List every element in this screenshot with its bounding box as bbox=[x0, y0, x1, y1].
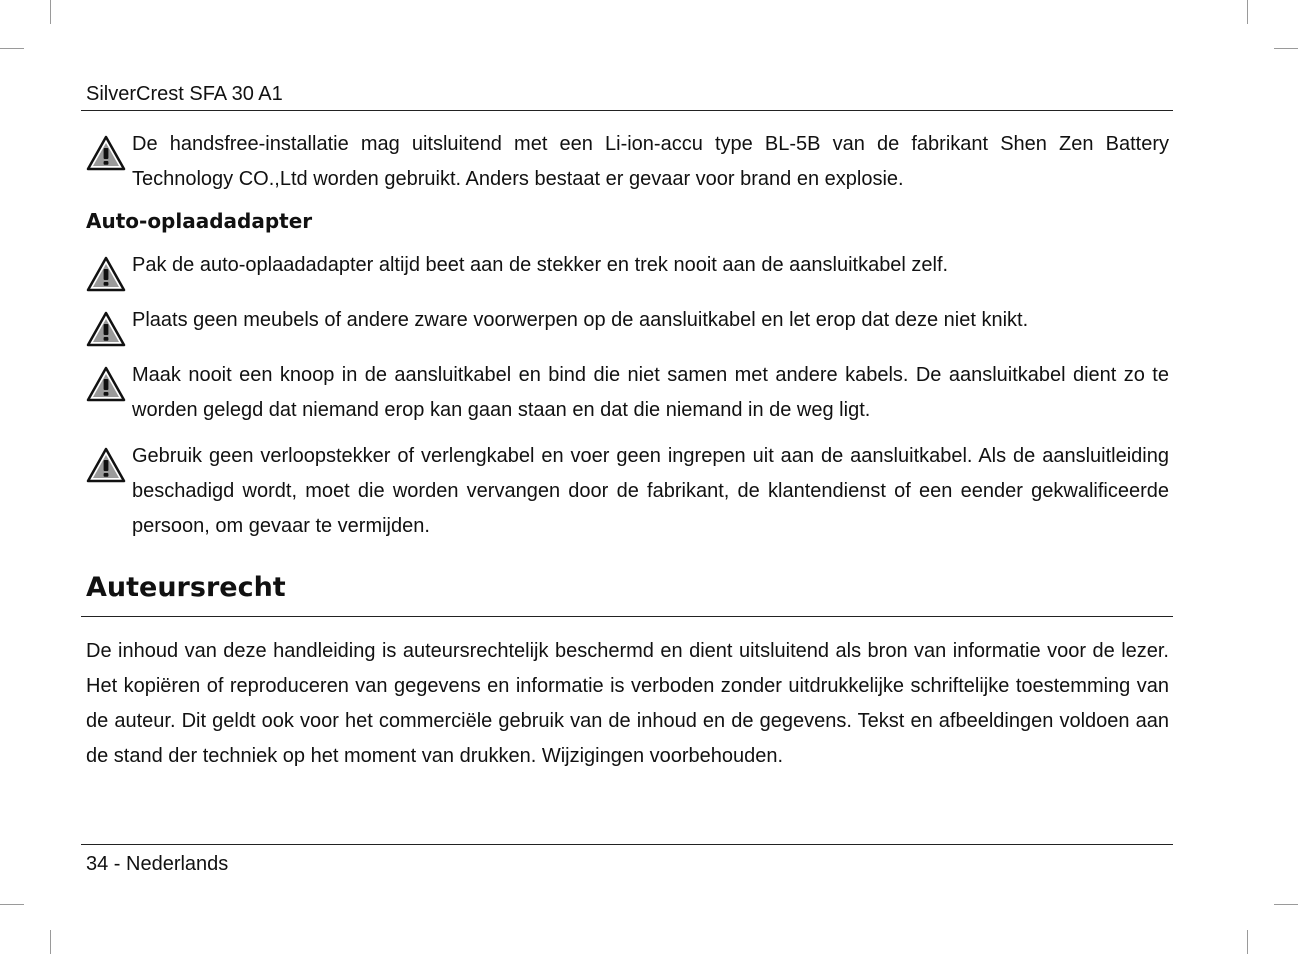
warning-text: Maak nooit een knoop in de aansluitkabel en bind die niet samen met andere kabels. De aansluitkabel dient zo te worden gelegd dat niemand erop kan gaan staan en dat die niemand in de weg ligt. bbox=[132, 364, 1169, 421]
warning-text: De handsfree-installatie mag uitsluitend met een Li-ion-accu type BL-5B van de fabrikant Shen Zen Battery Technology CO.,Ltd worden gebruikt. Anders bestaat er gevaar voor brand en explosie. bbox=[132, 133, 1169, 190]
crop-mark bbox=[50, 0, 51, 24]
warning-triangle-icon bbox=[86, 366, 126, 402]
document-header-title: SilverCrest SFA 30 A1 bbox=[86, 83, 283, 105]
crop-mark bbox=[1247, 0, 1248, 24]
warning-text: Plaats geen meubels of andere zware voorwerpen op de aansluitkabel en let erop dat deze niet knikt. bbox=[132, 309, 1029, 331]
warning-triangle-icon bbox=[86, 135, 126, 171]
crop-mark bbox=[0, 904, 24, 905]
crop-mark bbox=[1274, 904, 1298, 905]
crop-mark bbox=[1247, 930, 1248, 954]
warning-text: Gebruik geen verloopstekker of verlengkabel en voer geen ingrepen uit aan de aansluitkabel. Als de aansluitleiding beschadigd wordt, moet die worden vervangen door de fabrikant, de klantendienst of een eender gekwalificeerde persoon, om gevaar te vermijden. bbox=[132, 445, 1169, 537]
warning-triangle-icon bbox=[86, 447, 126, 483]
warning-text: Pak de auto-oplaadadapter altijd beet aan de stekker en trek nooit aan de aansluitkabel zelf. bbox=[132, 254, 949, 276]
warning-triangle-icon bbox=[86, 311, 126, 347]
warning-item bbox=[86, 439, 1169, 544]
section-subheading-car-adapter: Auto-oplaadadapter bbox=[86, 209, 313, 233]
warning-triangle-icon bbox=[86, 256, 126, 292]
section-title-copyright: Auteursrecht bbox=[86, 572, 286, 603]
warning-item bbox=[86, 127, 1169, 197]
crop-mark bbox=[1274, 48, 1298, 49]
warning-item bbox=[86, 358, 1169, 428]
safety-content bbox=[86, 127, 1169, 555]
crop-mark bbox=[0, 48, 24, 49]
page-number-label: 34 - Nederlands bbox=[86, 853, 229, 875]
warning-item bbox=[86, 248, 1169, 292]
section-rule bbox=[81, 616, 1173, 617]
copyright-paragraph: De inhoud van deze handleiding is auteursrechtelijk beschermd en dient uitsluitend als bron van informatie voor de lezer. Het kopiëren of reproduceren van gegevens en informatie is verboden zonder uitdrukkelijke schriftelijke toestemming van de auteur. Dit geldt ook voor het commerciële gebruik van de inhoud en de gegevens. Tekst en afbeeldingen voldoen aan de stand der techniek op het moment van drukken. Wijzigingen voorbehouden. bbox=[86, 640, 1169, 767]
footer-rule bbox=[81, 844, 1173, 845]
crop-mark bbox=[50, 930, 51, 954]
header-rule bbox=[81, 110, 1173, 111]
warning-item bbox=[86, 303, 1169, 347]
